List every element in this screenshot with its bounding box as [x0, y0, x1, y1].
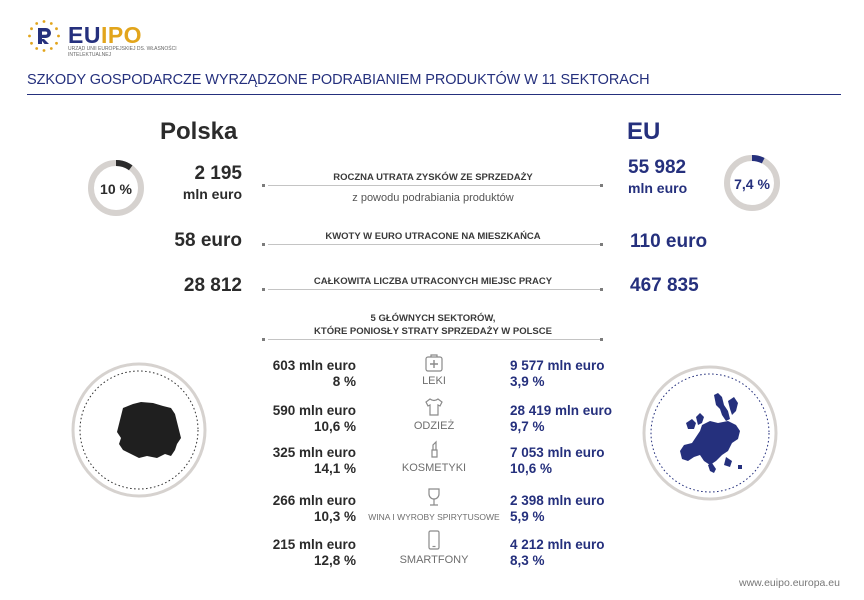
sector-poland-percent: 10,3 % [313, 509, 356, 524]
logo-subtitle: URZĄD UNII EUROPEJSKIEJ DS. WŁASNOŚCI INTELEKTUALNEJ [68, 46, 177, 58]
sector-eu-percent: 3,9 % [510, 374, 545, 389]
sector-poland-value: 266 mln euro [272, 493, 356, 508]
sector-name: ODZIEŻ [413, 420, 455, 432]
row-separator [268, 289, 600, 290]
sector-eu-percent: 9,7 % [510, 419, 545, 434]
sector-poland-value: 215 mln euro [272, 537, 356, 552]
sector-eu-percent: 5,9 % [510, 509, 545, 524]
sector-eu-percent: 10,6 % [510, 461, 553, 476]
sector-poland-percent: 12,8 % [313, 553, 356, 568]
logo-wordmark-eu: EU [68, 22, 101, 48]
lipstick-icon [423, 438, 445, 460]
row-marker-dot [262, 338, 265, 341]
footer-url: www.euipo.europa.eu [739, 577, 840, 589]
per-capita-label: KWOTY W EURO UTRACONE NA MIESZKAŃCA [325, 231, 541, 242]
logo-wordmark [68, 24, 142, 47]
sector-eu-value: 2 398 mln euro [510, 493, 605, 508]
poland-percent-label: 10 % [100, 181, 132, 197]
poland-revenue-unit: mln euro [182, 186, 242, 202]
medicine-box-icon [423, 352, 445, 374]
sectors-heading-line2: KTÓRE PONIOSŁY STRATY SPRZEDAŻY W POLSCE [314, 326, 552, 337]
sector-poland-percent: 10,6 % [313, 419, 356, 434]
sector-eu-value: 9 577 mln euro [510, 358, 605, 373]
eu-column-heading: EU [627, 118, 661, 145]
sectors-heading-line1: 5 GŁÓWNYCH SEKTORÓW, [370, 313, 496, 324]
sector-name: WINA I WYROBY SPIRYTUSOWE [368, 512, 500, 522]
eu-revenue-value: 55 982 [628, 157, 687, 178]
row-marker-dot [600, 243, 603, 246]
row-separator [268, 244, 600, 245]
row-marker-dot [600, 338, 603, 341]
sector-poland-percent: 14,1 % [313, 461, 356, 476]
eu-percent-label: 7,4 % [734, 176, 770, 192]
eu-per-capita-value: 110 euro [630, 231, 708, 252]
row-marker-dot [600, 184, 603, 187]
title-divider [27, 94, 841, 95]
eu-jobs-value: 467 835 [630, 275, 699, 296]
sector-name: SMARTFONY [399, 554, 469, 566]
poland-per-capita-value: 58 euro [174, 230, 242, 251]
sector-name: KOSMETYKI [401, 462, 467, 474]
row-marker-dot [262, 243, 265, 246]
revenue-sublabel: z powodu podrabiania produktów [352, 192, 514, 204]
poland-shape-icon [117, 402, 181, 458]
poland-map [71, 362, 207, 498]
sector-eu-value: 7 053 mln euro [510, 445, 605, 460]
poland-jobs-value: 28 812 [183, 275, 242, 296]
poland-revenue-value: 2 195 [194, 163, 242, 184]
poland-column-heading: Polska [160, 118, 238, 145]
eu-map [642, 365, 778, 501]
row-marker-dot [262, 288, 265, 291]
sector-eu-value: 4 212 mln euro [510, 537, 605, 552]
sector-eu-value: 28 419 mln euro [510, 403, 613, 418]
sector-poland-value: 325 mln euro [272, 445, 356, 460]
row-marker-dot [600, 288, 603, 291]
sector-poland-value: 603 mln euro [272, 358, 356, 373]
sector-name: LEKI [422, 375, 446, 387]
row-marker-dot [262, 184, 265, 187]
eu-revenue-unit: mln euro [628, 180, 688, 196]
row-separator [268, 339, 600, 340]
logo-wordmark-ipo: IPO [100, 22, 143, 48]
page-title: SZKODY GOSPODARCZE WYRZĄDZONE PODRABIANIEM PRODUKTÓW W 11 SEKTORACH [27, 72, 650, 88]
sector-poland-value: 590 mln euro [272, 403, 356, 418]
euipo-logo-icon [27, 19, 61, 53]
smartphone-icon [423, 529, 445, 551]
wine-glass-icon [423, 486, 445, 508]
tshirt-icon [423, 396, 445, 418]
jobs-label: CAŁKOWITA LICZBA UTRACONYCH MIEJSC PRACY [313, 276, 553, 287]
sector-eu-percent: 8,3 % [510, 553, 545, 568]
row-separator [268, 185, 600, 186]
revenue-label: ROCZNA UTRATA ZYSKÓW ZE SPRZEDAŻY [333, 172, 533, 183]
sector-poland-percent: 8 % [332, 374, 356, 389]
